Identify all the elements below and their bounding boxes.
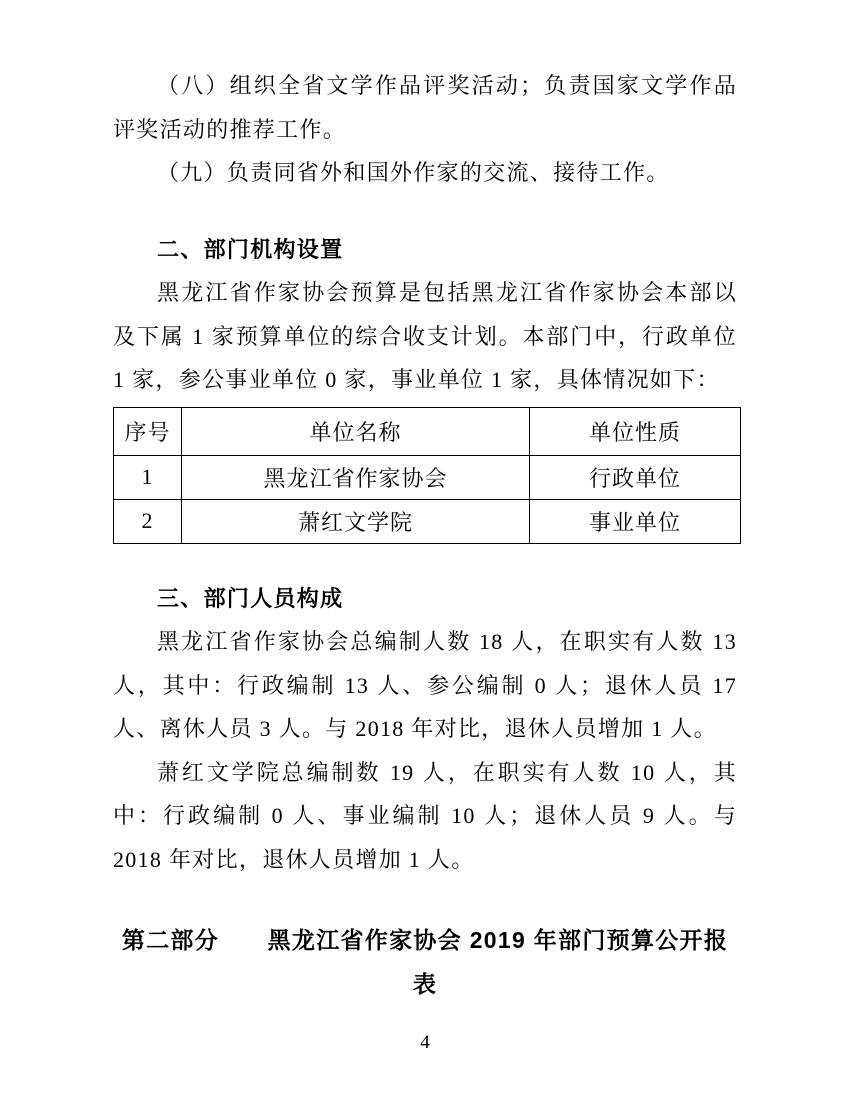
paragraph-item-8: （八）组织全省文学作品评奖活动；负责国家文学作品评奖活动的推荐工作。 [113, 73, 737, 142]
col-header-unit-type: 单位性质 [530, 407, 741, 455]
table-row [114, 499, 741, 543]
table-header-row [114, 407, 741, 455]
part2-heading: 第二部分 黑龙江省作家协会 2019 年部门预算公开报表 [121, 927, 729, 997]
cell-row2-unit-name: 萧红文学院 [182, 499, 530, 543]
section-personnel-paragraph-2: 萧红文学院总编制数 19 人，在职实有人数 10 人，其中：行政编制 0 人、事业编制 10 人；退休人员 9 人。与 2018 年对比，退休人员增加 1 人。 [113, 759, 737, 872]
cell-row1-unit-type: 行政单位 [530, 455, 741, 499]
section-personnel-paragraph-1: 黑龙江省作家协会总编制人数 18 人，在职实有人数 13 人，其中：行政编制 13 人、参公编制 0 人；退休人员 17 人、离休人员 3 人。与 2018 年对比，退休人员增加 1 人。 [113, 629, 737, 741]
table-row [114, 455, 741, 499]
col-header-index: 序号 [114, 407, 182, 455]
paragraph-item-9: （九）负责同省外和国外作家的交流、接待工作。 [157, 160, 670, 185]
page-number: 4 [420, 1032, 430, 1053]
col-header-unit-name: 单位名称 [182, 407, 530, 455]
cell-row2-index: 2 [114, 499, 182, 543]
cell-row2-unit-type: 事业单位 [530, 499, 741, 543]
document-content [113, 64, 737, 1006]
cell-row1-unit-name: 黑龙江省作家协会 [182, 455, 530, 499]
cell-row1-index: 1 [114, 455, 182, 499]
section-heading-personnel: 三、部门人员构成 [157, 585, 344, 611]
org-units-table [113, 407, 741, 544]
section-heading-org-setup: 二、部门机构设置 [157, 236, 344, 262]
section-org-setup-paragraph: 黑龙江省作家协会预算是包括黑龙江省作家协会本部以及下属 1 家预算单位的综合收支计划。本部门中，行政单位 1 家，参公事业单位 0 家，事业单位 1 家，具体情况如下： [113, 280, 737, 392]
